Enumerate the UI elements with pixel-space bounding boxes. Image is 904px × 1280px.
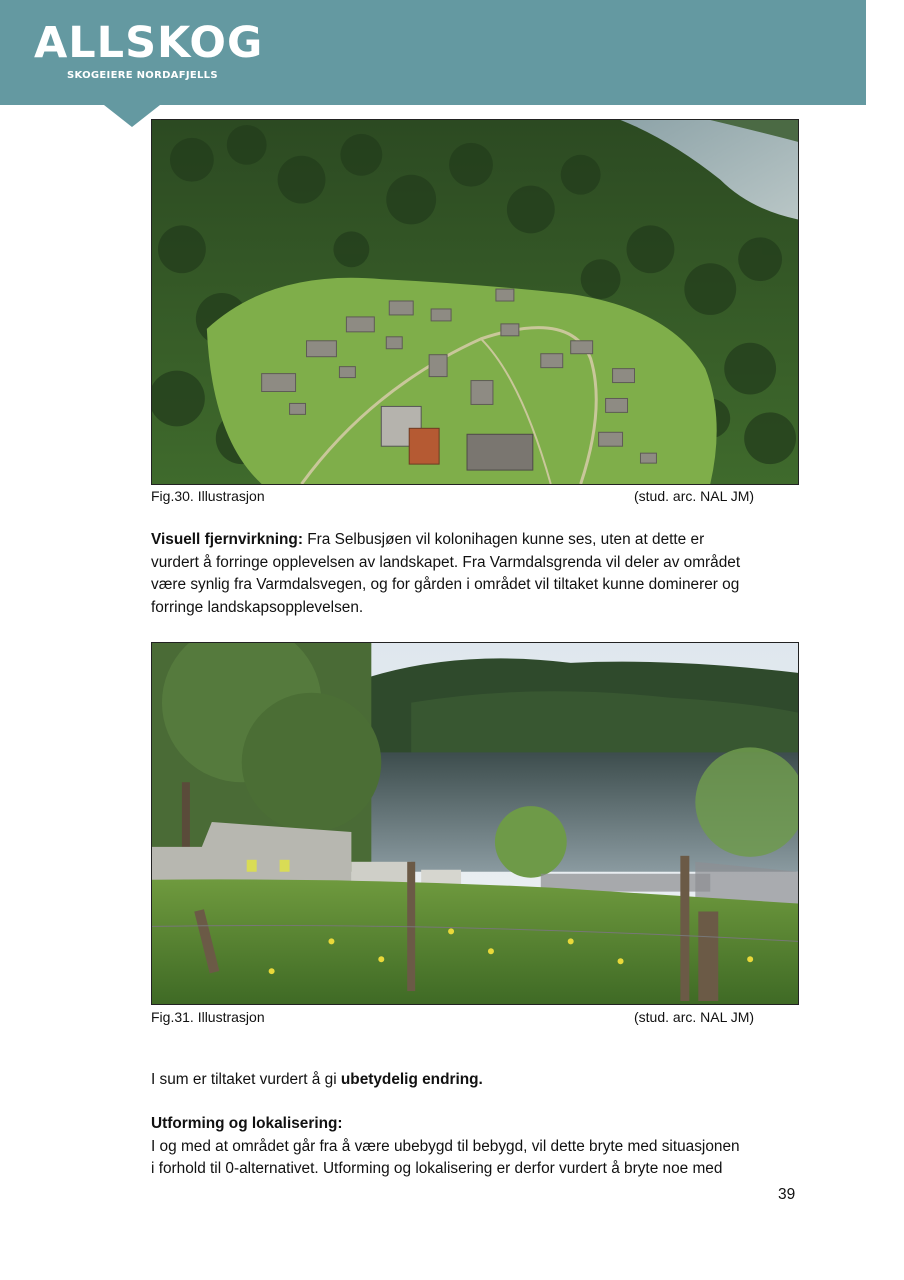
design-location-paragraph <box>151 1113 811 1181</box>
visual-impact-line-1: Fra Selbusjøen vil kolonihagen kunne ses, uten at dette er <box>302 531 705 548</box>
figure-30-aerial-illustration <box>151 119 799 485</box>
figure-30-credit: (stud. arc. NAL JM) <box>634 488 755 504</box>
cabin-small <box>351 862 411 884</box>
page-number: 39 <box>778 1186 796 1203</box>
aerial-illustration-image <box>152 120 798 484</box>
summary-emphasis: ubetydelig endring. <box>340 1071 483 1088</box>
visual-impact-paragraph <box>151 529 811 619</box>
design-location-line-1: I og med at området går fra å være ubebygd til bebygd, vil dette bryte med situasjonen <box>151 1137 740 1155</box>
visual-impact-heading: Visuell fjernvirkning: <box>151 531 303 548</box>
visual-impact-line-3: være synlig fra Varmdalsvegen, og for gården i området vil tiltaket kunne dominerer og <box>151 576 740 593</box>
figure-31-credit: (stud. arc. NAL JM) <box>634 1009 755 1025</box>
visual-impact-line-4: forringe landskapsopplevelsen. <box>151 598 364 616</box>
design-location-line-2: i forhold til 0-alternativet. Utforming og lokalisering er derfor vurdert å bryte noe med <box>151 1160 723 1177</box>
summary-paragraph <box>151 1069 811 1092</box>
figure-31-caption: Fig.31. Illustrasjon <box>151 1009 265 1025</box>
midground-tree <box>495 806 567 878</box>
lakeside-illustration-image <box>152 643 798 1004</box>
visual-impact-line-2: vurdert å forringe opplevelsen av landskapet. Fra Varmdalsgrenda vil deler av området <box>151 553 741 571</box>
summary-text: I sum er tiltaket vurdert å gi <box>151 1071 341 1088</box>
logo-wordmark: ALLSKOG <box>34 18 264 68</box>
logo-subtitle: SKOGEIERE NORDAFJELLS <box>67 70 218 81</box>
figure-31-lakeside-illustration <box>151 642 799 1005</box>
figure-30-caption: Fig.30. Illustrasjon <box>151 488 265 504</box>
design-location-heading: Utforming og lokalisering: <box>151 1115 343 1132</box>
